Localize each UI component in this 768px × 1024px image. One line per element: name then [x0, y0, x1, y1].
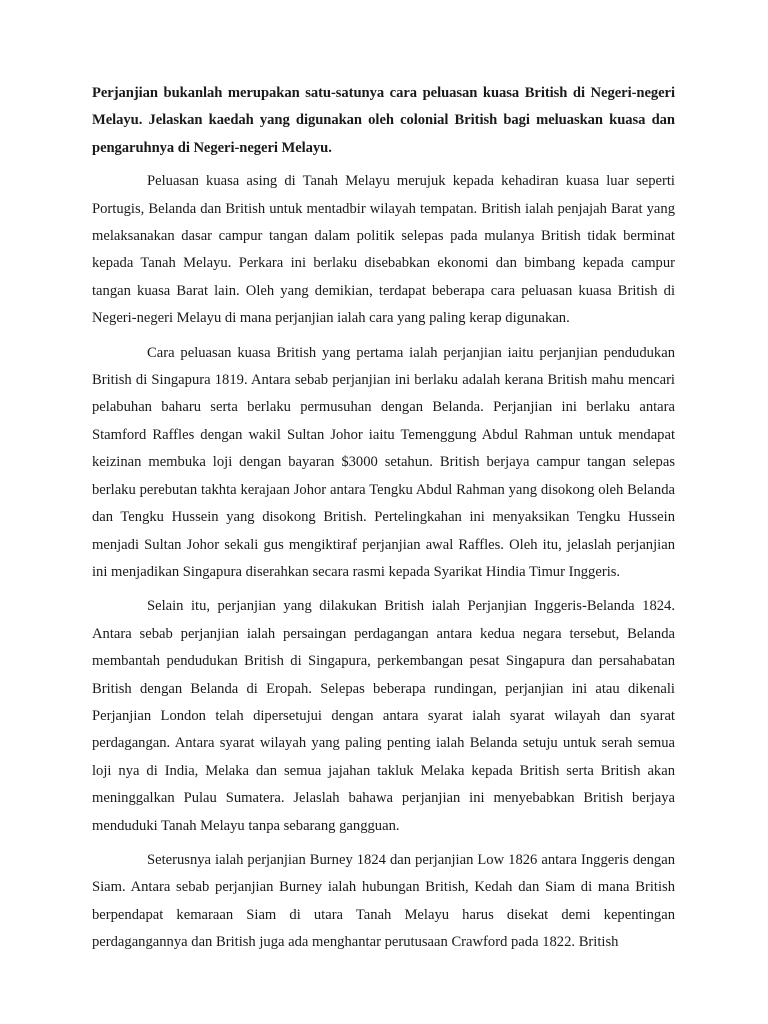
paragraph-burney-low: Seterusnya ialah perjanjian Burney 1824 dan perjanjian Low 1826 antara Inggeris dengan Siam. Antara sebab perjanjian Burney ialah hubungan British, Kedah dan Siam di mana British berpendapat kemaraan Siam di utara Tanah Melayu harus disekat demi kepentingan perdagangannya dan British juga ada menghantar perutusaan Crawford pada 1822. British — [92, 851, 675, 951]
document-page — [92, 80, 675, 964]
paragraph-singapore-1819: Cara peluasan kuasa British yang pertama ialah perjanjian iaitu perjanjian pendudukan British di Singapura 1819. Antara sebab perjanjian ini berlaku adalah kerana British mahu mencari pelabuhan baharu serta berlaku permusuhan dengan Belanda. Perjanjian ini berlaku antara Stamford Raffles dengan wakil Sultan Johor iaitu Temenggung Abdul Rahman untuk mendapat keizinan membuka loji dengan bayaran $3000 setahun. British berjaya campur tangan selepas berlaku perebutan takhta kerajaan Johor antara Tengku Abdul Rahman yang disokong oleh Belanda dan Tengku Hussein yang disokong British. Pertelingkahan ini menyaksikan Tengku Hussein menjadi Sultan Johor sekali gus mengiktiraf perjanjian awal Raffles. Oleh itu, jelaslah perjanjian ini menjadikan Singapura diserahkan secara rasmi kepada Syarikat Hindia Timur Inggeris. — [92, 344, 675, 580]
paragraph-anglo-dutch-1824: Selain itu, perjanjian yang dilakukan British ialah Perjanjian Inggeris-Belanda 1824. Antara sebab perjanjian ialah persaingan perdagangan antara kedua negara tersebut, Belanda membantah pendudukan British di Singapura, perkembangan pesat Singapura dan persahabatan British dengan Belanda di Eropah. Selepas beberapa rundingan, perjanjian ini atau dikenali Perjanjian London telah dipersetujui dengan antara syarat ialah syarat wilayah dan syarat perdagangan. Antara syarat wilayah yang paling penting ialah Belanda setuju untuk serah semua loji nya di India, Melaka dan semua jajahan takluk Melaka kepada British serta British akan meninggalkan Pulau Sumatera. Jelaslah bahawa perjanjian ini menyebabkan British berjaya menduduki Tanah Melayu tanpa sebarang gangguan. — [92, 598, 675, 834]
paragraph-introduction: Peluasan kuasa asing di Tanah Melayu merujuk kepada kehadiran kuasa luar seperti Portugis, Belanda dan British untuk mentadbir wilayah tempatan. British ialah penjajah Barat yang melaksanakan dasar campur tangan dalam politik selepas pada mulanya British tidak berminat kepada Tanah Melayu. Perkara ini berlaku disebabkan ekonomi dan bimbang kepada campur tangan kuasa Barat lain. Oleh yang demikian, terdapat beberapa cara peluasan kuasa British di Negeri-negeri Melayu di mana perjanjian ialah cara yang paling kerap digunakan. — [92, 173, 675, 327]
essay-question: Perjanjian bukanlah merupakan satu-satunya cara peluasan kuasa British di Negeri-negeri Melayu. Jelaskan kaedah yang digunakan oleh colonial British bagi meluaskan kuasa dan pengaruhnya di Negeri-negeri Melayu. — [92, 85, 675, 156]
